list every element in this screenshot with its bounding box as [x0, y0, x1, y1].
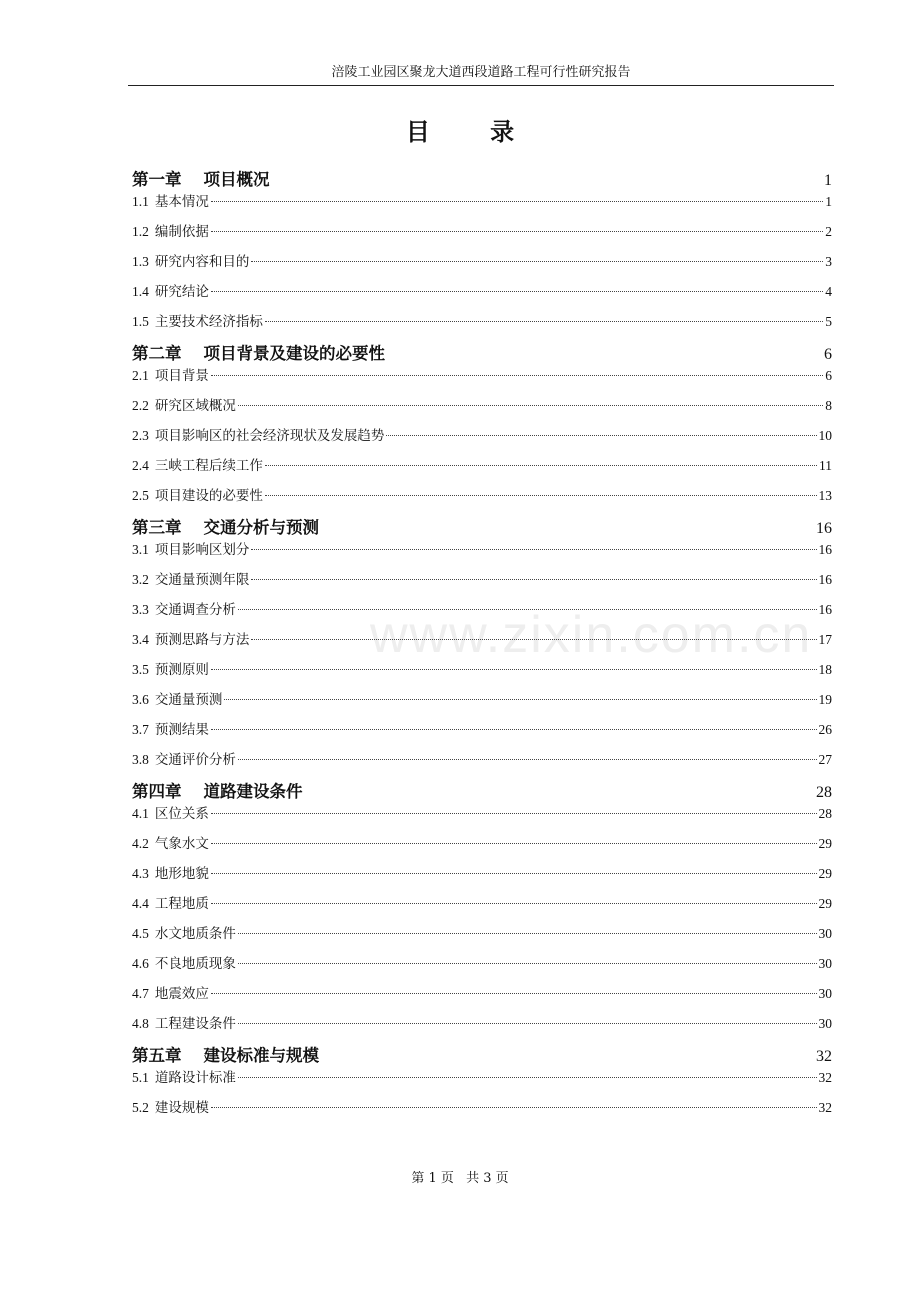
toc-section-title: 交通评价分析 — [154, 752, 236, 768]
toc-section-number: 2.3 — [132, 428, 149, 443]
toc-section-row[interactable] — [132, 802, 832, 822]
toc-section-page: 3 — [825, 254, 832, 269]
toc-dot-leader — [211, 669, 817, 670]
toc-section-row[interactable] — [132, 718, 832, 738]
toc-section-row[interactable] — [132, 598, 832, 618]
toc-section-row[interactable] — [132, 952, 832, 972]
toc-section-title: 项目建设的必要性 — [154, 488, 263, 504]
toc-chapter-number: 第五章 — [132, 1046, 182, 1065]
footer-page-number: 第 1 页 — [411, 1171, 454, 1186]
toc-dot-leader — [211, 873, 817, 874]
toc-section-row[interactable] — [132, 190, 832, 210]
toc-chapter-title: 项目背景及建设的必要性 — [203, 344, 385, 363]
toc-section-row[interactable] — [132, 538, 832, 558]
toc-chapter-title: 道路建设条件 — [203, 782, 303, 801]
toc-chapter-page: 28 — [816, 784, 832, 801]
toc-chapter-page: 16 — [816, 520, 832, 537]
toc-section-row[interactable] — [132, 748, 832, 768]
toc-section-number: 4.2 — [132, 836, 149, 851]
toc-section-number: 3.8 — [132, 752, 149, 767]
toc-section-page: 18 — [818, 662, 832, 677]
toc-section-page: 13 — [818, 488, 832, 503]
toc-section-page: 2 — [825, 224, 832, 239]
toc-section-number: 4.5 — [132, 926, 149, 941]
toc-dot-leader — [238, 759, 817, 760]
toc-section-row[interactable] — [132, 424, 832, 444]
toc-section-number: 1.1 — [132, 194, 149, 209]
toc-section-page: 4 — [825, 284, 832, 299]
toc-section-page: 30 — [818, 986, 832, 1001]
toc-section-title: 三峡工程后续工作 — [154, 458, 263, 474]
toc-section-page: 19 — [818, 692, 832, 707]
toc-section-page: 27 — [818, 752, 832, 767]
toc-section-row[interactable] — [132, 1096, 832, 1116]
toc-section-title: 编制依据 — [154, 224, 209, 240]
toc-section-row[interactable] — [132, 454, 832, 474]
toc-chapter-title: 项目概况 — [203, 170, 270, 189]
toc-dot-leader — [211, 843, 817, 844]
toc-section-title: 工程建设条件 — [154, 1016, 236, 1032]
toc-section-title: 基本情况 — [154, 194, 209, 210]
toc-section-row[interactable] — [132, 280, 832, 300]
toc-dot-leader — [265, 495, 817, 496]
page-title: 目 录 — [405, 117, 541, 146]
toc-chapter-row[interactable] — [132, 1042, 832, 1064]
toc-section-title: 水文地质条件 — [154, 926, 236, 942]
toc-section-page: 28 — [818, 806, 832, 821]
toc-section-number: 3.1 — [132, 542, 149, 557]
toc-dot-leader — [238, 1023, 817, 1024]
toc-section-number: 3.6 — [132, 692, 149, 707]
toc-dot-leader — [224, 699, 816, 700]
toc-section-number: 1.3 — [132, 254, 149, 269]
toc-dot-leader — [386, 435, 816, 436]
toc-dot-leader — [211, 903, 817, 904]
toc-section-page: 16 — [818, 602, 832, 617]
toc-chapter-row[interactable] — [132, 340, 832, 362]
toc-section-row[interactable] — [132, 394, 832, 414]
toc-dot-leader — [211, 201, 823, 202]
toc-section-row[interactable] — [132, 982, 832, 1002]
toc-section-row[interactable] — [132, 220, 832, 240]
toc-dot-leader — [238, 963, 817, 964]
toc-section-number: 3.4 — [132, 632, 149, 647]
toc-dot-leader — [211, 1107, 817, 1108]
footer-page-total: 共 3 页 — [466, 1171, 509, 1186]
toc-section-number: 2.5 — [132, 488, 149, 503]
toc-chapter-page: 1 — [824, 172, 832, 189]
toc-section-title: 气象水文 — [154, 836, 209, 852]
toc-chapter-number: 第一章 — [132, 170, 182, 189]
toc-section-row[interactable] — [132, 310, 832, 330]
toc-section-title: 预测思路与方法 — [154, 632, 250, 648]
toc-section-title: 交通量预测 — [154, 692, 223, 708]
toc-dot-leader — [211, 291, 823, 292]
toc-section-row[interactable] — [132, 658, 832, 678]
toc-section-page: 26 — [818, 722, 832, 737]
toc-section-number: 1.5 — [132, 314, 149, 329]
toc-section-number: 4.4 — [132, 896, 149, 911]
toc-section-title: 预测结果 — [154, 722, 209, 738]
watermark-text: www.zixin.com.cn — [370, 606, 813, 664]
toc-chapter-title: 建设标准与规模 — [203, 1046, 319, 1065]
toc-dot-leader — [251, 579, 816, 580]
toc-section-page: 16 — [818, 572, 832, 587]
toc-section-number: 4.7 — [132, 986, 149, 1001]
toc-section-page: 8 — [825, 398, 832, 413]
toc-section-row[interactable] — [132, 364, 832, 384]
toc-dot-leader — [251, 261, 823, 262]
toc-section-page: 29 — [818, 866, 832, 881]
toc-section-title: 研究结论 — [154, 284, 209, 300]
toc-section-title: 不良地质现象 — [154, 956, 236, 972]
toc-section-number: 4.1 — [132, 806, 149, 821]
toc-section-number: 3.7 — [132, 722, 149, 737]
toc-section-title: 道路设计标准 — [154, 1070, 236, 1086]
toc-section-number: 1.4 — [132, 284, 149, 299]
toc-chapter-title: 交通分析与预测 — [203, 518, 319, 537]
toc-chapter-number: 第三章 — [132, 518, 182, 537]
toc-chapter-row[interactable] — [132, 778, 832, 800]
toc-section-number: 4.8 — [132, 1016, 149, 1031]
toc-section-title: 研究内容和目的 — [154, 254, 250, 270]
toc-dot-leader — [211, 375, 823, 376]
toc-section-number: 1.2 — [132, 224, 149, 239]
toc-section-number: 2.2 — [132, 398, 149, 413]
toc-section-number: 2.1 — [132, 368, 149, 383]
toc-section-number: 2.4 — [132, 458, 149, 473]
toc-section-row[interactable] — [132, 484, 832, 504]
toc-section-number: 3.3 — [132, 602, 149, 617]
toc-dot-leader — [265, 321, 823, 322]
toc-section-row[interactable] — [132, 1066, 832, 1086]
toc-section-row[interactable] — [132, 892, 832, 912]
toc-section-page: 10 — [818, 428, 832, 443]
toc-dot-leader — [238, 1077, 817, 1078]
toc-section-title: 项目影响区划分 — [154, 542, 250, 558]
toc-section-page: 30 — [818, 1016, 832, 1031]
toc-chapter-row[interactable] — [132, 166, 832, 188]
toc-chapter-page: 6 — [824, 346, 832, 363]
toc-section-page: 32 — [818, 1070, 832, 1085]
toc-section-title: 工程地质 — [154, 896, 209, 912]
toc-dot-leader — [211, 993, 817, 994]
toc-section-title: 主要技术经济指标 — [154, 314, 263, 330]
toc-dot-leader — [238, 405, 823, 406]
toc-section-title: 项目背景 — [154, 368, 209, 384]
toc-section-row[interactable] — [132, 568, 832, 588]
toc-section-number: 3.5 — [132, 662, 149, 677]
toc-section-page: 11 — [819, 458, 832, 473]
toc-section-number: 3.2 — [132, 572, 149, 587]
toc-dot-leader — [211, 231, 823, 232]
running-header: 涪陵工业园区聚龙大道西段道路工程可行性研究报告 — [128, 64, 834, 86]
toc-section-row[interactable] — [132, 1012, 832, 1032]
toc-section-title: 地震效应 — [154, 986, 209, 1002]
toc-section-title: 项目影响区的社会经济现状及发展趋势 — [154, 428, 385, 444]
toc-section-title: 区位关系 — [154, 806, 209, 822]
toc-dot-leader — [238, 609, 817, 610]
toc-section-title: 交通调查分析 — [154, 602, 236, 618]
toc-section-row[interactable] — [132, 250, 832, 270]
toc-dot-leader — [265, 465, 817, 466]
toc-section-title: 预测原则 — [154, 662, 209, 678]
toc-section-row[interactable] — [132, 688, 832, 708]
toc-section-page: 16 — [818, 542, 832, 557]
toc-section-row[interactable] — [132, 922, 832, 942]
toc-section-number: 5.2 — [132, 1100, 149, 1115]
toc-section-title: 研究区域概况 — [154, 398, 236, 414]
toc-dot-leader — [238, 933, 817, 934]
toc-section-title: 交通量预测年限 — [154, 572, 250, 588]
toc-section-page: 17 — [818, 632, 832, 647]
toc-section-row[interactable] — [132, 862, 832, 882]
toc-chapter-number: 第二章 — [132, 344, 182, 363]
toc-section-title: 建设规模 — [154, 1100, 209, 1116]
toc-dot-leader — [211, 813, 817, 814]
toc-chapter-number: 第四章 — [132, 782, 182, 801]
toc-dot-leader — [251, 549, 816, 550]
page-footer — [0, 1167, 920, 1186]
toc-section-page: 30 — [818, 926, 832, 941]
toc-chapter-page: 32 — [816, 1048, 832, 1065]
toc-section-page: 5 — [825, 314, 832, 329]
toc-section-number: 5.1 — [132, 1070, 149, 1085]
toc-section-page: 1 — [825, 194, 832, 209]
toc-chapter-row[interactable] — [132, 514, 832, 536]
toc-section-page: 32 — [818, 1100, 832, 1115]
toc-section-page: 29 — [818, 836, 832, 851]
toc-section-page: 30 — [818, 956, 832, 971]
toc-section-title: 地形地貌 — [154, 866, 209, 882]
toc-section-number: 4.6 — [132, 956, 149, 971]
toc-section-row[interactable] — [132, 832, 832, 852]
toc-dot-leader — [251, 639, 816, 640]
toc-section-page: 29 — [818, 896, 832, 911]
toc-dot-leader — [211, 729, 817, 730]
toc-section-page: 6 — [825, 368, 832, 383]
toc-section-number: 4.3 — [132, 866, 149, 881]
toc-section-row[interactable] — [132, 628, 832, 648]
